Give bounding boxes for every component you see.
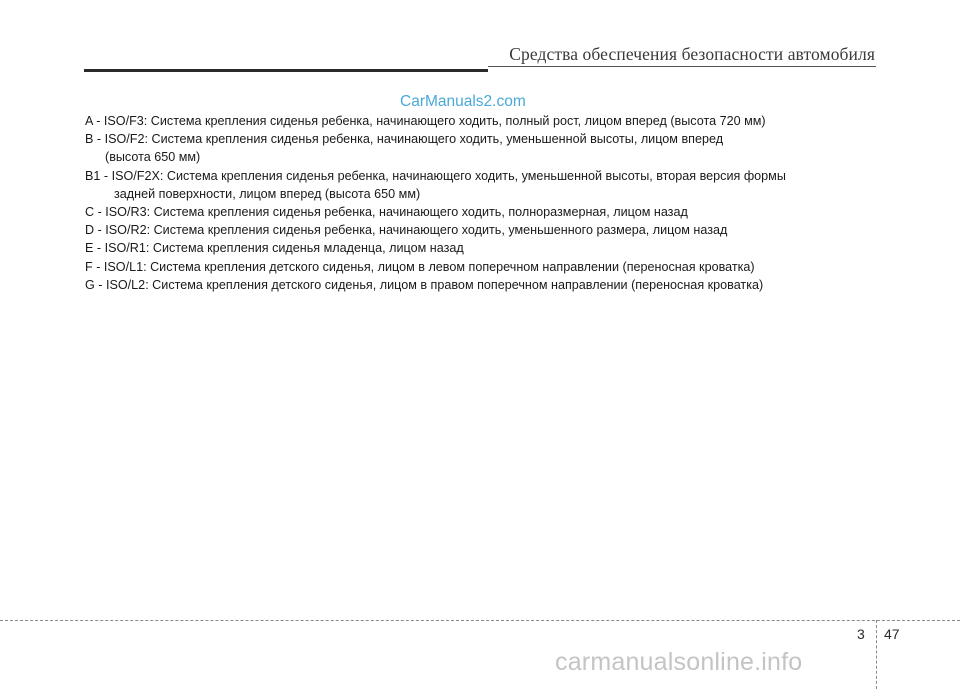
list-item-text: D - ISO/R2: Система крепления сиденья ребенка, начинающего ходить, уменьшенного размера, лицом назад bbox=[85, 223, 728, 238]
footer-vertical-divider bbox=[876, 620, 877, 689]
list-item bbox=[85, 276, 877, 294]
list-item-text: C - ISO/R3: Система крепления сиденья ребенка, начинающего ходить, полноразмерная, лицом назад bbox=[85, 205, 688, 220]
list-item-continuation: (высота 650 мм) bbox=[105, 150, 201, 165]
chapter-number: 3 bbox=[857, 626, 865, 642]
seat-category-list bbox=[85, 112, 877, 294]
header-rule-thick bbox=[84, 69, 488, 72]
list-item bbox=[85, 239, 877, 257]
list-item bbox=[85, 203, 877, 221]
list-item bbox=[85, 167, 877, 203]
list-item bbox=[85, 221, 877, 239]
list-item-text: G - ISO/L2: Система крепления детского сиденья, лицом в правом поперечном направлении (переносная кроватка) bbox=[85, 277, 764, 292]
list-item bbox=[85, 112, 877, 130]
list-item-text: B1 - ISO/F2X: Система крепления сиденья ребенка, начинающего ходить, уменьшенной высоты, вторая версия формы bbox=[85, 168, 786, 183]
list-item-text: F - ISO/L1: Система крепления детского сиденья, лицом в левом поперечном направлении (переносная кроватка) bbox=[85, 259, 755, 274]
footer-divider bbox=[0, 620, 960, 621]
list-item-continuation: задней поверхности, лицом вперед (высота 650 мм) bbox=[114, 186, 421, 201]
list-item-text: A - ISO/F3: Система крепления сиденья ребенка, начинающего ходить, полный рост, лицом вперед (высота 720 мм) bbox=[85, 114, 766, 128]
page-number: 47 bbox=[884, 626, 900, 642]
footer-watermark[interactable]: carmanualsonline.info bbox=[555, 648, 803, 676]
list-item-text: B - ISO/F2: Система крепления сиденья ребенка, начинающего ходить, уменьшенной высоты, лицом вперед bbox=[85, 132, 724, 147]
list-item bbox=[85, 130, 877, 166]
list-item-text: E - ISO/R1: Система крепления сиденья младенца, лицом назад bbox=[85, 241, 464, 256]
list-item bbox=[85, 258, 877, 276]
header-rule-thin bbox=[488, 66, 876, 67]
section-title: Средства обеспечения безопасности автомобиля bbox=[509, 44, 875, 64]
watermark-logo[interactable]: CarManuals2.com bbox=[400, 93, 526, 110]
